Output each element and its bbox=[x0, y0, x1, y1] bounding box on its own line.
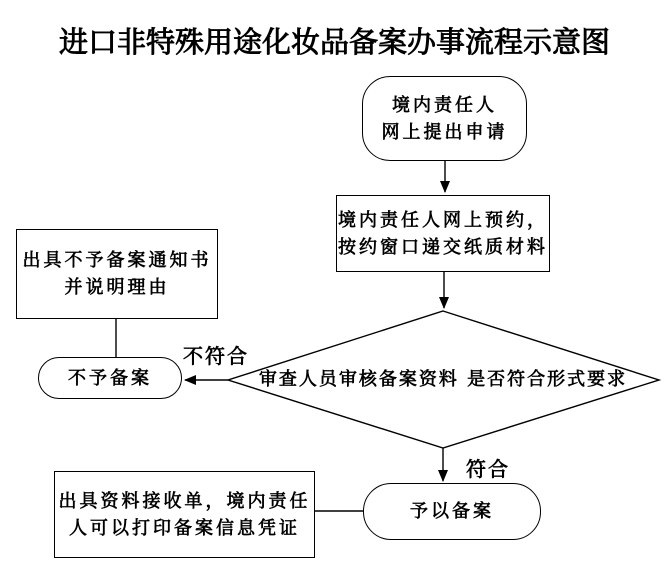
node-approve-label: 予以备案 bbox=[410, 501, 494, 522]
node-apply-text bbox=[382, 92, 508, 146]
node-reject-notice-process bbox=[16, 229, 218, 319]
node-receipt-process bbox=[54, 471, 315, 558]
node-submit-line2: 按约窗口递交纸质材料 bbox=[338, 236, 548, 258]
node-review-line2: 是否符合形式要求 bbox=[467, 369, 628, 390]
node-apply-line2: 网上提出申请 bbox=[381, 121, 508, 143]
node-apply-line1: 境内责任人 bbox=[392, 94, 497, 116]
node-submit-text bbox=[338, 207, 548, 261]
node-receipt-line1: 出具资料接收单，境内责任 bbox=[58, 490, 311, 512]
node-reject-label: 不予备案 bbox=[68, 367, 152, 389]
edge-label-conform: 符合 bbox=[466, 457, 510, 481]
node-review-decision-text bbox=[258, 352, 628, 408]
node-reject-notice-line2: 并说明理由 bbox=[64, 277, 170, 298]
node-submit-line1: 境内责任人网上预约， bbox=[338, 209, 548, 231]
node-review-line1: 审查人员审核备案资料 bbox=[258, 369, 459, 390]
node-reject-notice-text bbox=[23, 247, 212, 301]
flowchart-title: 进口非特殊用途化妆品备案办事流程示意图 bbox=[58, 25, 610, 59]
node-approve-terminator bbox=[363, 483, 541, 540]
node-receipt-text bbox=[59, 488, 311, 542]
edge-label-not-conform: 不符合 bbox=[183, 344, 249, 368]
node-reject-terminator bbox=[38, 357, 182, 399]
node-review-text bbox=[259, 366, 627, 394]
node-receipt-line2: 人可以打印备案信息凭证 bbox=[69, 517, 300, 539]
node-submit-process bbox=[336, 195, 550, 272]
node-apply-terminator bbox=[362, 76, 527, 161]
node-reject-notice-line1: 出具不予备案通知书 bbox=[22, 250, 212, 271]
